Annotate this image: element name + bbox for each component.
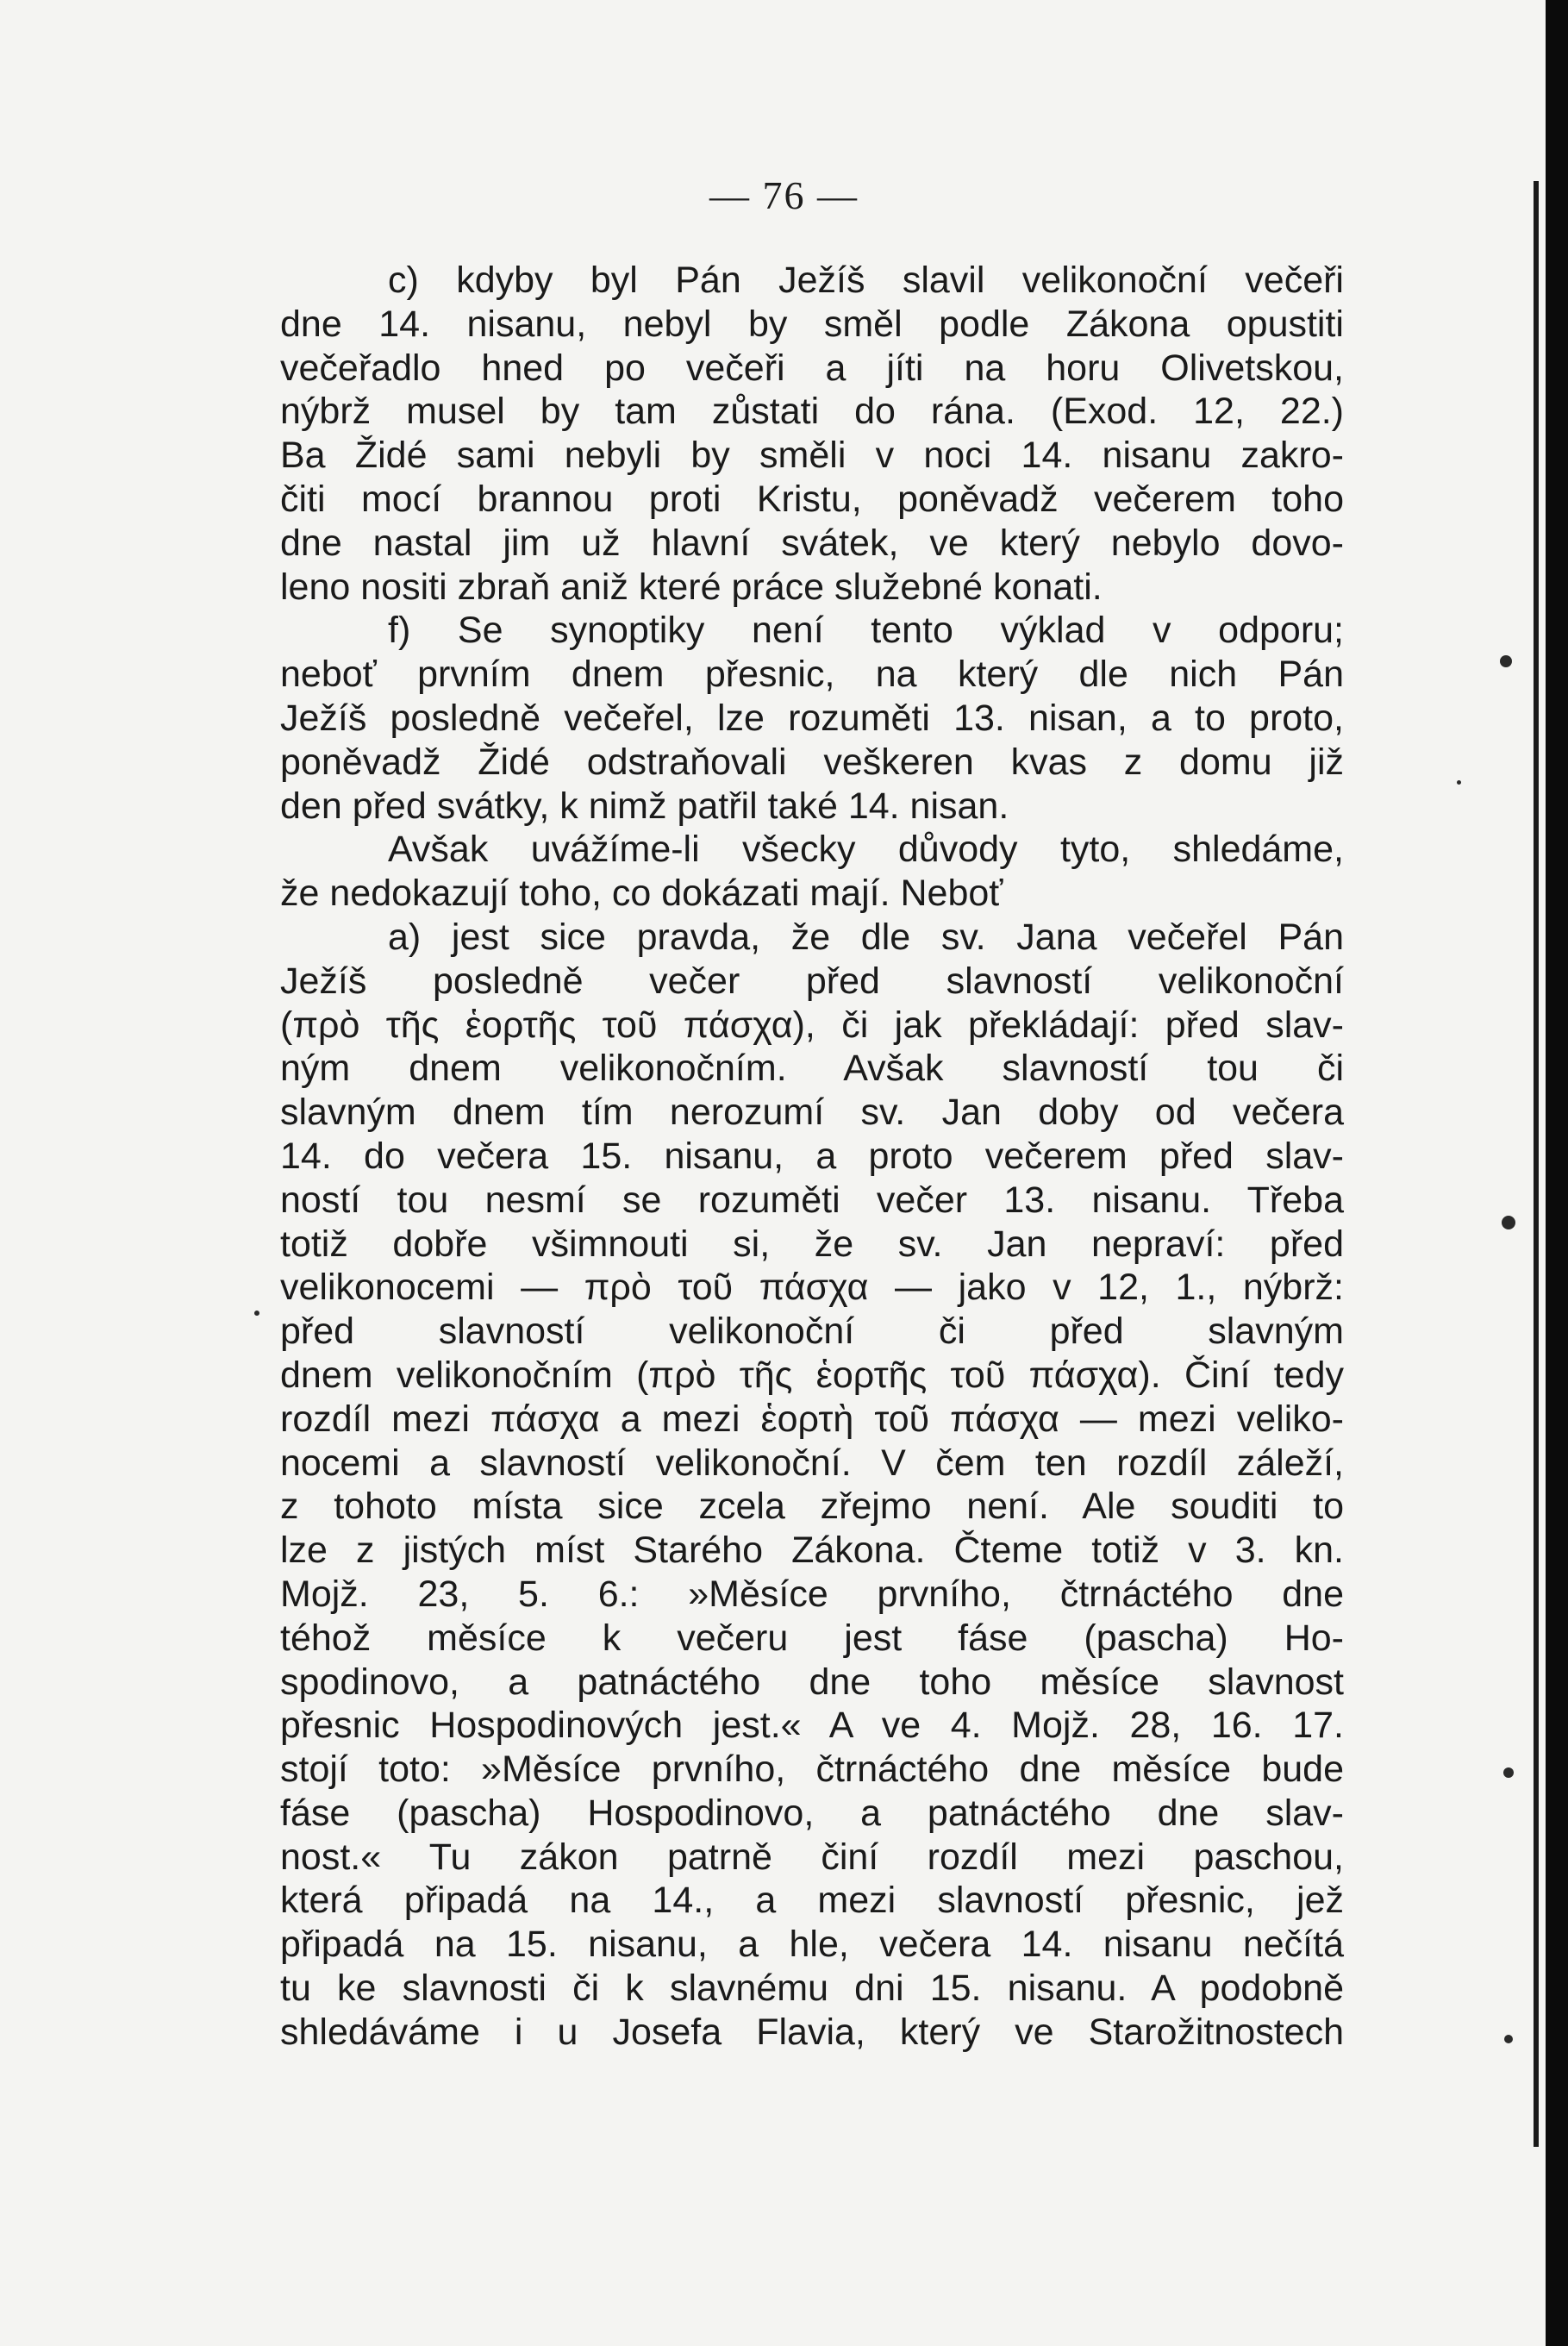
text-line: nýbrž musel by tam zůstati do rána. (Exod. 12, 22.) [280,391,1344,433]
text-line: večeřadlo hned po večeři a jíti na horu Olivetskou, [280,347,1344,389]
text-line: rozdíl mezi πάσχα a mezi ἑορτὴ τοῦ πάσχα — mezi veliko- [280,1398,1344,1440]
text-line: shledáváme i u Josefa Flavia, který ve Starožitnostech [280,2011,1344,2053]
text-line: tu ke slavnosti či k slavnému dni 15. nisanu. A podobně [280,1968,1344,2010]
speck [1457,780,1461,785]
text-line: den před svátky, k nimž patřil také 14. nisan. [280,785,1009,827]
speck [254,1311,259,1316]
text-line: nocemi a slavností velikonoční. V čem ten rozdíl záleží, [280,1442,1344,1484]
text-line: spodinovo, a patnáctého dne toho měsíce slavnost [280,1661,1344,1703]
text-line: f) Se synoptiky není tento výklad v odporu; [388,610,1344,652]
body-text [280,259,1344,2055]
text-line: ností tou nesmí se rozuměti večer 13. nisanu. Třeba [280,1179,1344,1221]
text-line: čiti mocí brannou proti Kristu, poněvadž večerem toho [280,478,1344,520]
text-line: velikonocemi — πρὸ τοῦ πάσχα — jako v 12, 1., nýbrž: [280,1267,1344,1309]
speck [1502,1216,1515,1229]
text-line: 14. do večera 15. nisanu, a proto večerem před slav- [280,1135,1344,1177]
text-line: dne nastal jim už hlavní svátek, ve který nebylo dovo- [280,522,1344,564]
text-line: (πρὸ τῆς ἑορτῆς τοῦ πάσχα), či jak překládají: před slav- [280,1004,1344,1046]
text-line: že nedokazují toho, co dokázati mají. Neboť [280,873,1003,915]
text-line: ným dnem velikonočním. Avšak slavností tou či [280,1048,1344,1090]
page-number: — 76 — [709,173,859,217]
text-line: před slavností velikonoční či před slavným [280,1311,1344,1353]
speck [1500,655,1512,667]
text-line: c) kdyby byl Pán Ježíš slavil velikonoční večeři [388,260,1344,301]
text-line: dnem velikonočním (πρὸ τῆς ἑορτῆς τοῦ πάσχα). Činí tedy [280,1354,1344,1396]
text-line: neboť prvním dnem přesnic, na který dle nich Pán [280,654,1344,696]
text-line: stojí toto: »Měsíce prvního, čtrnáctého dne měsíce bude [280,1749,1344,1791]
text-line: přesnic Hospodinových jest.« A ve 4. Mojž. 28, 16. 17. [280,1705,1344,1747]
text-line: která připadá na 14., a mezi slavností přesnic, jež [280,1880,1344,1922]
text-line: dne 14. nisanu, nebyl by směl podle Zákona opustiti [280,303,1344,345]
text-line: téhož měsíce k večeru jest fáse (pascha) Ho- [280,1617,1344,1659]
text-line: lze z jistých míst Starého Zákona. Čteme totiž v 3. kn. [280,1530,1344,1572]
text-line: a) jest sice pravda, že dle sv. Jana večeřel Pán [388,916,1344,958]
text-line: leno nositi zbraň aniž které práce služebné konati. [280,566,1103,608]
speck [1504,2035,1513,2043]
binding-edge [1546,0,1568,2346]
text-line: poněvadž Židé odstraňovali veškeren kvas z domu již [280,741,1344,783]
text-line: totiž dobře všimnouti si, že sv. Jan nepraví: před [280,1223,1344,1265]
speck [1503,1767,1514,1778]
text-line: Mojž. 23, 5. 6.: »Měsíce prvního, čtrnáctého dne [280,1573,1344,1615]
text-line: nost.« Tu zákon patrně činí rozdíl mezi paschou, [280,1836,1344,1878]
text-line: Ba Židé sami nebyli by směli v noci 14. nisanu zakro- [280,435,1344,477]
text-line: připadá na 15. nisanu, a hle, večera 14. nisanu nečítá [280,1924,1344,1966]
text-line: Ježíš posledně večeřel, lze rozuměti 13. nisan, a to proto, [280,697,1344,739]
text-line: z tohoto místa sice zcela zřejmo není. Ale souditi to [280,1486,1344,1528]
text-line: Avšak uvážíme-li všecky důvody tyto, shledáme, [388,829,1344,871]
text-line: Ježíš posledně večer před slavností velikonoční [280,960,1344,1002]
text-line: fáse (pascha) Hospodinovo, a patnáctého dne slav- [280,1792,1344,1834]
text-line: slavným dnem tím nerozumí sv. Jan doby od večera [280,1092,1344,1134]
binding-line [1534,181,1539,2147]
